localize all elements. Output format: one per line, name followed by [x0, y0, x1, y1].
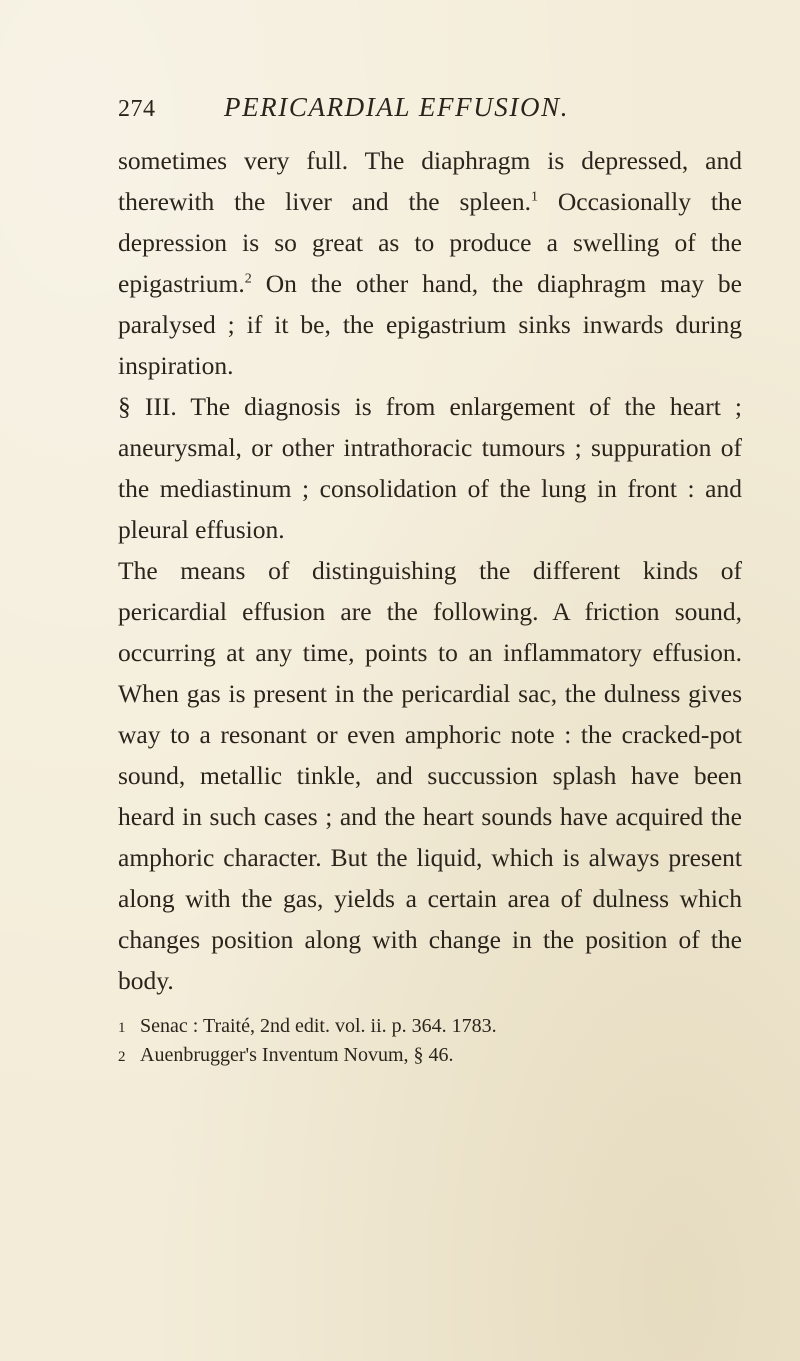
- paragraph-1: [118, 140, 742, 386]
- footnote-text: Senac : Traité, 2nd edit. vol. ii. p. 364. 1783.: [140, 1015, 497, 1037]
- paragraph-3: The means of distinguishing the different kinds of pericardial effusion are the following. A friction sound, occurring at any time, points to an inflammatory effusion. When gas is present in the pericardial sac, the dulness gives way to a resonant or even amphoric note : the cracked-pot sound, metallic tinkle, and succussion splash have been heard in such cases ; and the heart sounds have acquired the amphoric character. But the liquid, which is always present along with the gas, yields a certain area of dulness which changes position along with change in the position of the body.: [118, 556, 742, 995]
- footnotes: [118, 1013, 742, 1071]
- footnote-text: Auenbrugger's Inventum Novum, § 46.: [140, 1044, 454, 1066]
- footnote-ref-2: 2: [244, 271, 252, 287]
- running-title: PERICARDIAL EFFUSION.: [224, 92, 570, 122]
- body-text: [118, 140, 742, 1001]
- footnote-mark: 2: [118, 1049, 126, 1065]
- paragraph-1-part-3: On the other hand, the diaphragm may be paralysed ; if it be, the epigastrium sinks inwards during inspiration.: [118, 269, 742, 380]
- paragraph-section-iii: § III. The diagnosis is from enlargement of the heart ; aneurysmal, or other intrathoracic tumours ; suppuration of the mediastinum ; consolidation of the lung in front : and pleural effusion.: [118, 392, 742, 544]
- footnote-ref-1: 1: [531, 189, 538, 205]
- paragraph-1-part-1: sometimes very full. The diaphragm is depressed, and therewith the liver and the spleen.: [118, 146, 742, 216]
- footnote-1: [118, 1013, 742, 1042]
- paragraph-1-part-2: Occasionally the depression is so great as to produce a swelling of the epigastrium.: [118, 187, 742, 298]
- running-head: [118, 92, 740, 136]
- footnote-2: [118, 1042, 742, 1071]
- page-number: 274: [118, 96, 156, 122]
- footnote-mark: 1: [118, 1020, 126, 1036]
